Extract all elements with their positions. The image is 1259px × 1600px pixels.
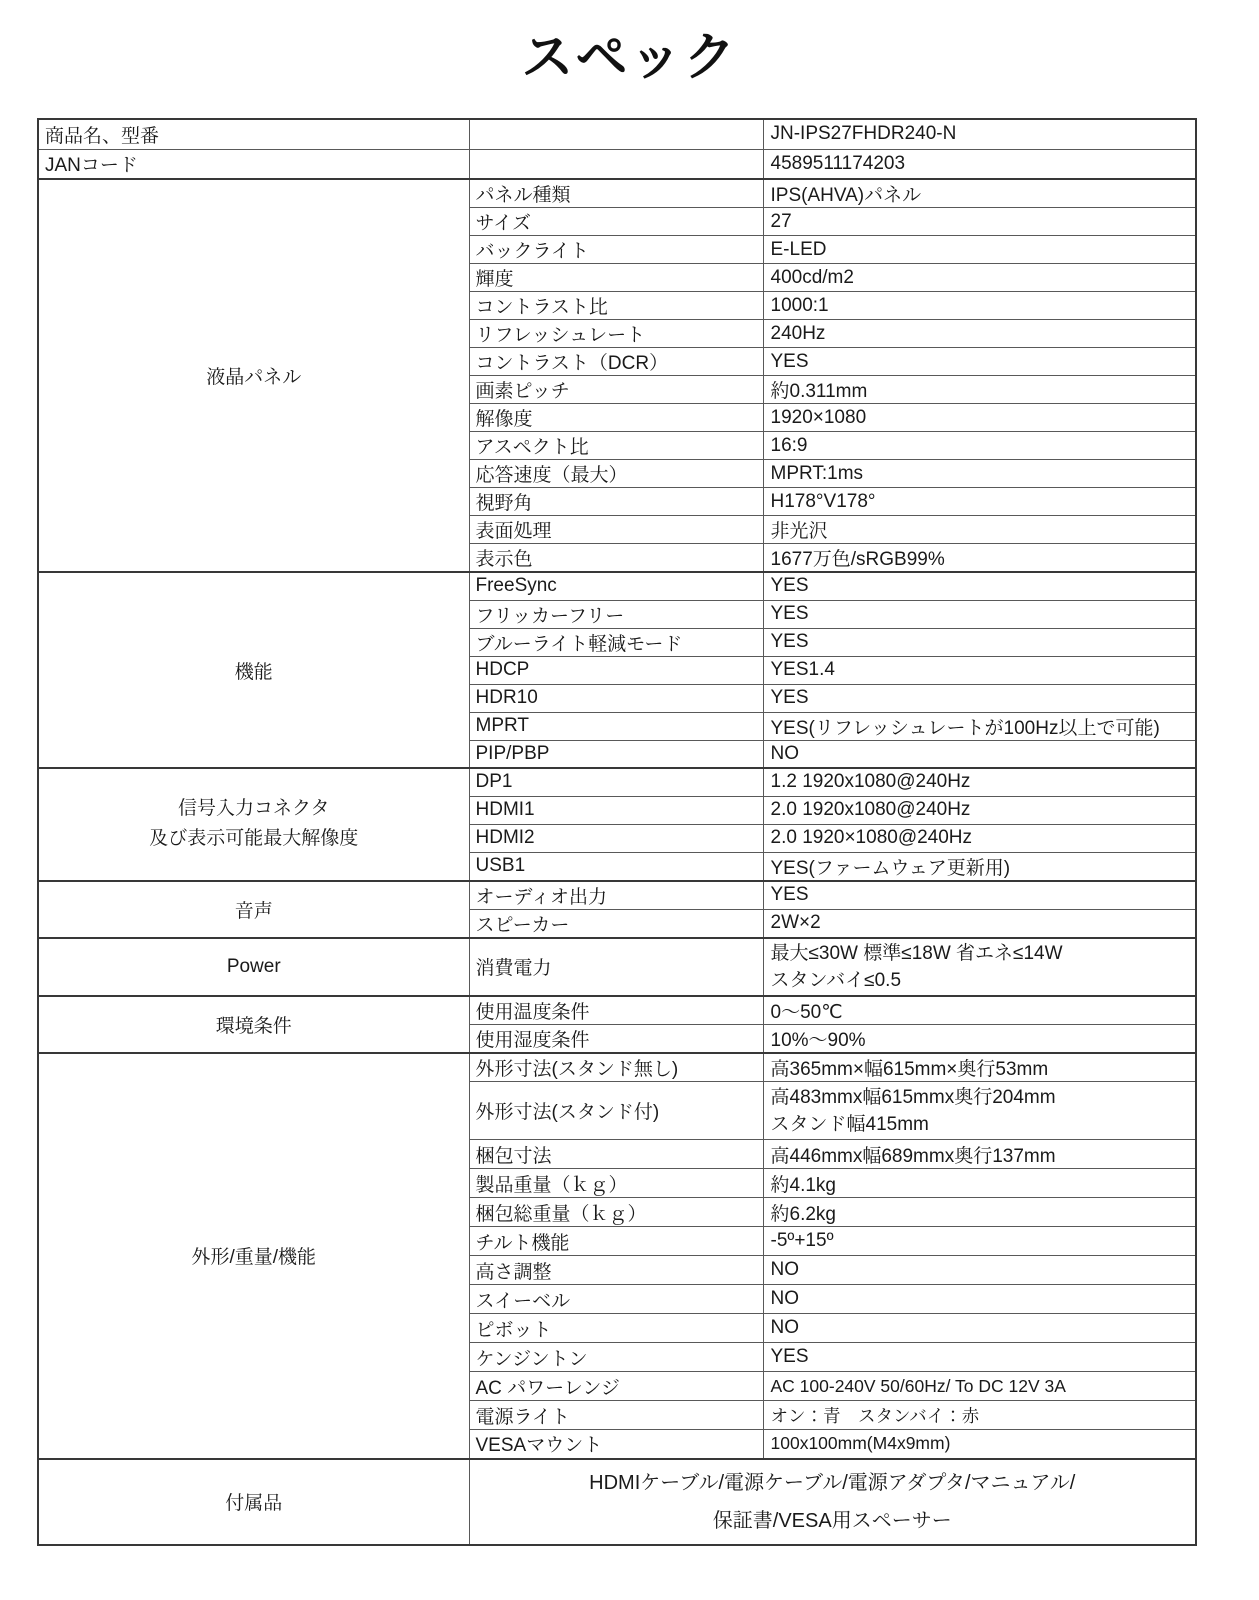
row-label: 視野角 (469, 488, 763, 516)
row-value: 約0.311mm (763, 376, 1196, 404)
spec-row (38, 1459, 1196, 1545)
row-label: 使用温度条件 (469, 996, 763, 1025)
row-label: HDMI1 (469, 796, 763, 824)
row-value: 高365mm×幅615mm×奥行53mm (763, 1053, 1196, 1082)
row-value: 約6.2kg (763, 1198, 1196, 1227)
text-line: スタンバイ≤0.5 (770, 969, 902, 991)
row-value: 1920×1080 (763, 404, 1196, 432)
row-value: NO (763, 1256, 1196, 1285)
row-value: NO (763, 1314, 1196, 1343)
row-value: YES1.4 (763, 656, 1196, 684)
row-label: 梱包総重量（ｋｇ） (469, 1198, 763, 1227)
row-value: MPRT:1ms (763, 460, 1196, 488)
row-value: 10%～90% (763, 1024, 1196, 1053)
row-value: 400cd/m2 (763, 264, 1196, 292)
accessories-cell (469, 1459, 1196, 1545)
row-value: 1677万色/sRGB99% (763, 544, 1196, 573)
row-label: スピーカー (469, 909, 763, 938)
row-label: 使用湿度条件 (469, 1024, 763, 1053)
row-label: MPRT (469, 712, 763, 740)
row-value: YES (763, 628, 1196, 656)
row-value: E-LED (763, 236, 1196, 264)
row-value: YES (763, 684, 1196, 712)
spec-row (38, 149, 1196, 179)
row-label: 高さ調整 (469, 1256, 763, 1285)
row-value (763, 938, 1196, 996)
row-label: 外形寸法(スタンド付) (469, 1082, 763, 1140)
row-label: チルト機能 (469, 1227, 763, 1256)
row-label: コントラスト比 (469, 292, 763, 320)
row-label: コントラスト（DCR） (469, 348, 763, 376)
row-value: 4589511174203 (763, 149, 1196, 179)
row-value: 2.0 1920×1080@240Hz (763, 824, 1196, 852)
spec-row (38, 572, 1196, 600)
row-value: YES(ファームウェア更新用) (763, 852, 1196, 881)
row-value: 約4.1kg (763, 1169, 1196, 1198)
spec-table (37, 118, 1197, 1546)
row-label: 商品名、型番 (38, 119, 469, 149)
section-label: 付属品 (38, 1459, 469, 1545)
row-label: 表面処理 (469, 516, 763, 544)
row-label: 輝度 (469, 264, 763, 292)
row-value: JN-IPS27FHDR240-N (763, 119, 1196, 149)
section-label: 液晶パネル (38, 179, 469, 572)
row-label: フリッカーフリー (469, 600, 763, 628)
row-label: 消費電力 (469, 938, 763, 996)
empty-cell (469, 119, 763, 149)
page-title: スペック (521, 29, 738, 87)
row-value: 0～50℃ (763, 996, 1196, 1025)
row-value (763, 1082, 1196, 1140)
text-line: スタンド幅415mm (770, 1113, 929, 1135)
section-label: 環境条件 (38, 996, 469, 1053)
row-label: PIP/PBP (469, 740, 763, 768)
row-label: HDR10 (469, 684, 763, 712)
row-value: YES (763, 1343, 1196, 1372)
row-label: 応答速度（最大） (469, 460, 763, 488)
row-label: バックライト (469, 236, 763, 264)
row-label: オーディオ出力 (469, 881, 763, 910)
row-value: YES (763, 572, 1196, 600)
row-label: サイズ (469, 208, 763, 236)
row-label: FreeSync (469, 572, 763, 600)
row-label: 表示色 (469, 544, 763, 573)
row-label: USB1 (469, 852, 763, 881)
row-value: IPS(AHVA)パネル (763, 179, 1196, 208)
row-label: 梱包寸法 (469, 1140, 763, 1169)
spec-row (38, 179, 1196, 208)
section-label (38, 768, 469, 881)
row-value: 非光沢 (763, 516, 1196, 544)
text-line: 及び表示可能最大解像度 (149, 828, 359, 850)
section-label: Power (38, 938, 469, 996)
row-value: NO (763, 1285, 1196, 1314)
text-line: 保証書/VESA用スペーサー (712, 1509, 952, 1532)
section-label: 音声 (38, 881, 469, 938)
row-value: YES(リフレッシュレートが100Hz以上で可能) (763, 712, 1196, 740)
spec-table-body (38, 119, 1196, 1545)
row-label: スイーベル (469, 1285, 763, 1314)
row-value: 16:9 (763, 432, 1196, 460)
row-value: 2W×2 (763, 909, 1196, 938)
text-line: HDMIケーブル/電源ケーブル/電源アダプタ/マニュアル/ (589, 1471, 1076, 1494)
row-value: -5º+15º (763, 1227, 1196, 1256)
row-label: DP1 (469, 768, 763, 796)
spec-row (38, 768, 1196, 796)
row-label: アスペクト比 (469, 432, 763, 460)
row-label: ケンジントン (469, 1343, 763, 1372)
empty-cell (469, 149, 763, 179)
row-label: JANコード (38, 149, 469, 179)
row-label: ピボット (469, 1314, 763, 1343)
row-value: YES (763, 348, 1196, 376)
text-line: 信号入力コネクタ (177, 798, 330, 820)
text-line: 最大≤30W 標準≤18W 省エネ≤14W (770, 942, 1063, 964)
spec-row (38, 1053, 1196, 1082)
row-label: リフレッシュレート (469, 320, 763, 348)
row-value: 高446mmx幅689mmx奥行137mm (763, 1140, 1196, 1169)
row-value: AC 100-240V 50/60Hz/ To DC 12V 3A (763, 1372, 1196, 1401)
spec-row (38, 996, 1196, 1025)
row-value: 240Hz (763, 320, 1196, 348)
row-value: 1.2 1920x1080@240Hz (763, 768, 1196, 796)
row-label: HDCP (469, 656, 763, 684)
section-label: 外形/重量/機能 (38, 1053, 469, 1459)
row-label: HDMI2 (469, 824, 763, 852)
row-label: 電源ライト (469, 1401, 763, 1430)
row-label: ブルーライト軽減モード (469, 628, 763, 656)
row-value: H178°V178° (763, 488, 1196, 516)
row-value: オン：青 スタンバイ：赤 (763, 1401, 1196, 1430)
row-label: AC パワーレンジ (469, 1372, 763, 1401)
row-label: VESAマウント (469, 1430, 763, 1459)
row-value: YES (763, 600, 1196, 628)
spec-row (38, 881, 1196, 910)
row-value: 2.0 1920x1080@240Hz (763, 796, 1196, 824)
spec-row (38, 938, 1196, 996)
row-value: NO (763, 740, 1196, 768)
spec-row (38, 119, 1196, 149)
row-value: YES (763, 881, 1196, 910)
row-label: 画素ピッチ (469, 376, 763, 404)
text-line: 高483mmx幅615mmx奥行204mm (770, 1086, 1056, 1108)
row-label: 外形寸法(スタンド無し) (469, 1053, 763, 1082)
row-value: 27 (763, 208, 1196, 236)
row-label: 製品重量（ｋｇ） (469, 1169, 763, 1198)
row-label: パネル種類 (469, 179, 763, 208)
row-value: 100x100mm(M4x9mm) (763, 1430, 1196, 1459)
row-label: 解像度 (469, 404, 763, 432)
row-value: 1000:1 (763, 292, 1196, 320)
section-label: 機能 (38, 572, 469, 768)
